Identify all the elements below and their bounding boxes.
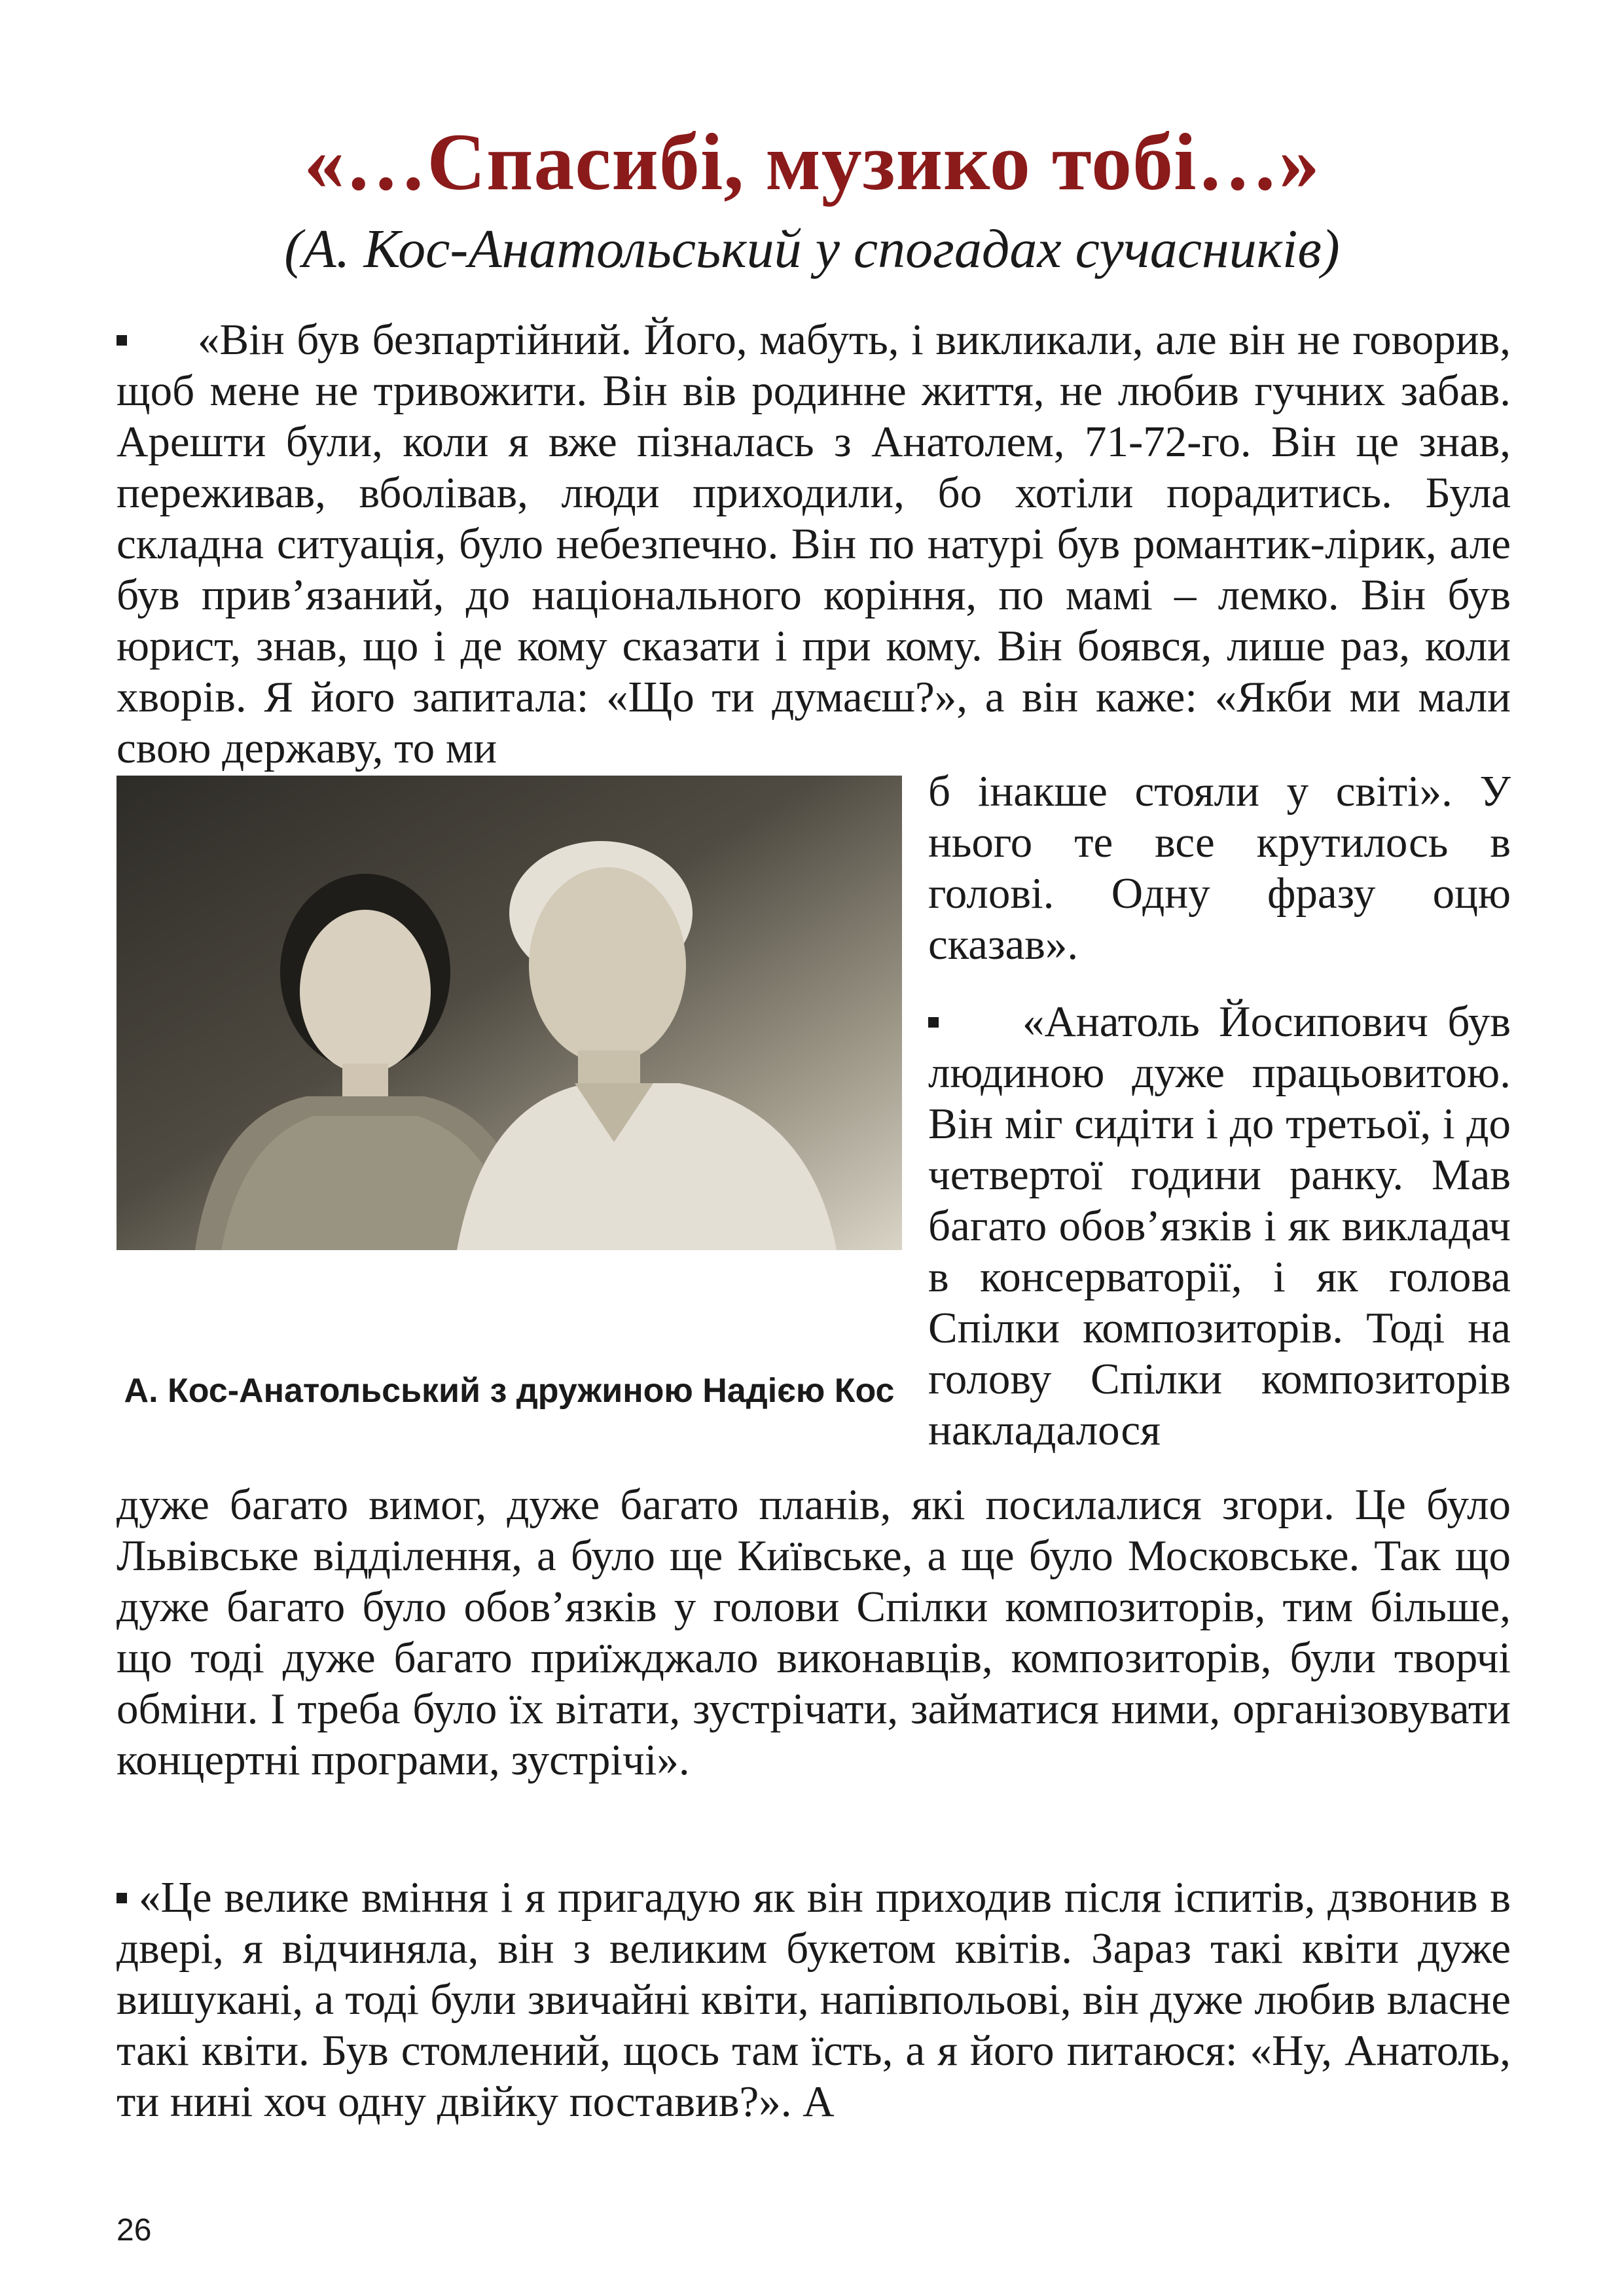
bullet-icon [117,335,127,346]
right-column [928,766,1511,1482]
photo-image [117,776,902,1250]
paragraph-3 [117,1872,1511,2127]
page-title: «…Спасибі, музико тобі…» [304,117,1320,207]
couple-photo [117,776,902,1250]
bullet-icon [117,1893,127,1903]
paragraph-2-start-text: «Анатоль Йосипович був людиною дуже працьовитою. Він міг сидіти і до третьої, і до четвертої години ранку. Мав багато обов’язків і як викладач в консерваторії, і як голова Спілки композиторів. Тоді на голову Спілки композиторів накладалося [928,997,1511,1454]
paragraph-1 [117,314,1511,774]
paragraph-1-continued: б інакше стояли у світі». У нього те все крутилось в голові. Одну фразу оцю сказав». [928,767,1511,969]
paragraph-2-start [928,996,1511,1456]
paragraph-2-end: дуже багато вимог, дуже багато планів, які посилалися згори. Це було Львівське відділення, а було ще Київське, а ще було Московське. Так що дуже багато було обов’язків у голови Спілки композиторів, тим більше, що тоді дуже багато приїжджало виконавців, композиторів, були творчі обміни. І треба було їх вітати, зустрічати, займатися ними, організовувати концертні програми, зустрічі». [117,1480,1511,1784]
page-subtitle: (А. Кос-Анатольський у спогадах сучасників) [284,219,1340,279]
photo-caption: А. Кос-Анатольський з дружиною Надією Кос [124,1372,895,1410]
page-number: 26 [117,2213,152,2248]
paragraph-1-text: «Він був безпартійний. Його, мабуть, і викликали, але він не говорив, щоб мене не тривожити. Він вів родинне життя, не любив гучних забав. Арешти були, коли я вже пізналась з Анатолем, 71-72-го. Він це знав, переживав, вболівав, люди приходили, бо хотіли порадитись. Була складна ситуація, було небезпечно. Він по натурі був романтик-лірик, але був прив’язаний, до національного коріння, по мамі – лемко. Він був юрист, знав, що і де кому сказати і при кому. Він боявся, лише раз, коли хворів. Я його запитала: «Що ти думаєш?», а він каже: «Якби ми мали свою державу, то ми [117,315,1511,772]
bullet-icon [928,1017,939,1028]
paragraph-3-text: «Це велике вміння і я пригадую як він приходив після іспитів, дзвонив в двері, я відчиняла, він з великим букетом квітів. Зараз такі квіти дуже вишукані, а тоді були звичайні квіти, напівпольові, він дуже любив власне такі квіти. Був стомлений, щось там їсть, а я його питаюся: «Ну, Анатоль, ти нині хоч одну двійку поставив?». А [117,1873,1511,2126]
